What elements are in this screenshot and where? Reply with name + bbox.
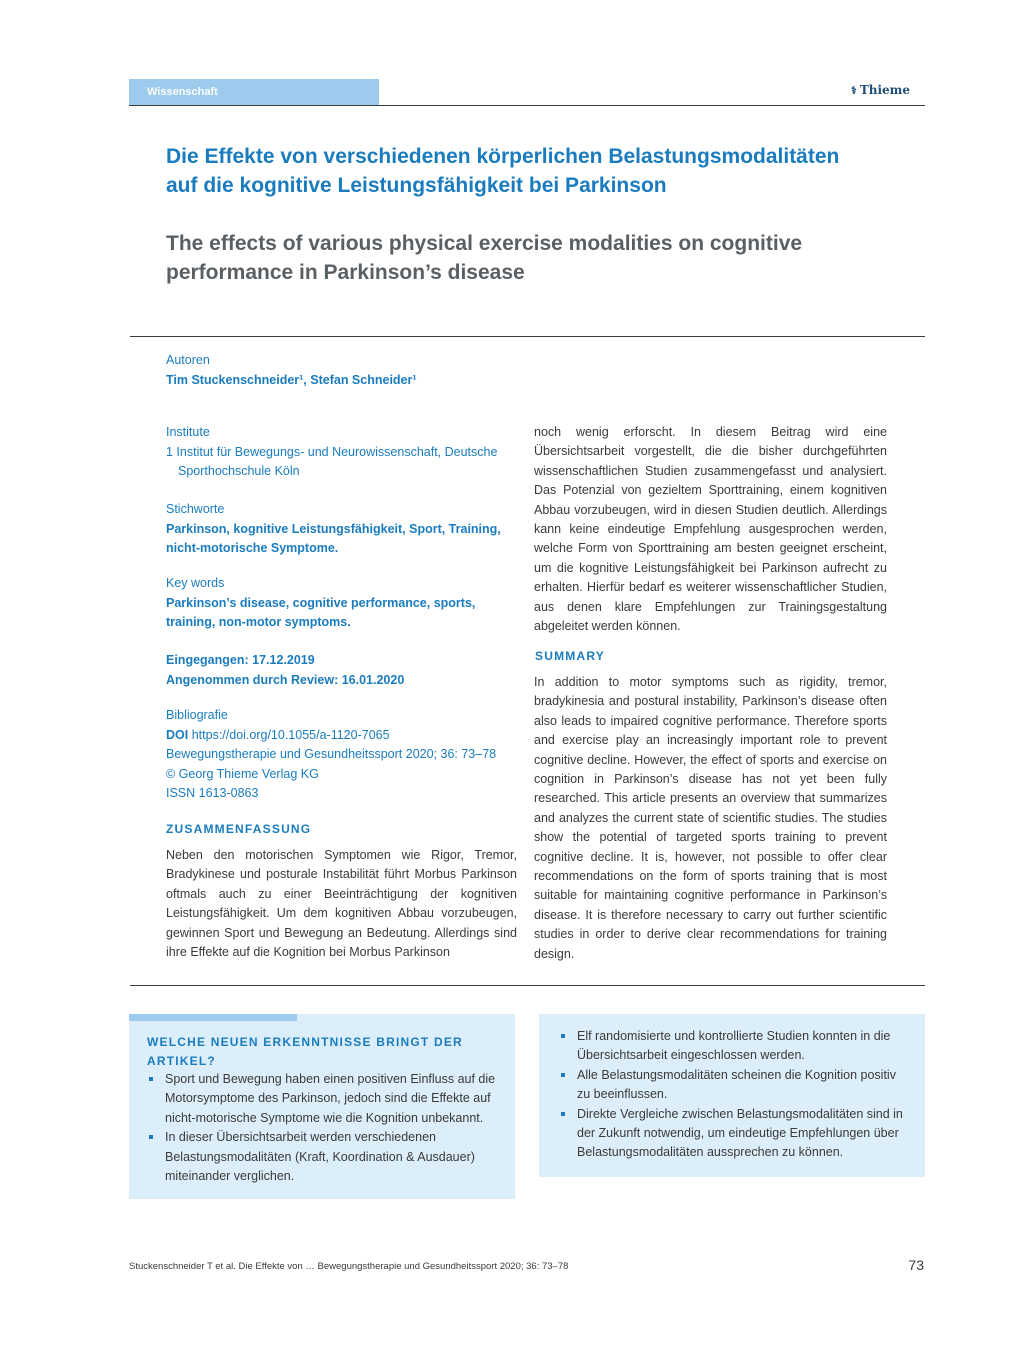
zusammenfassung-text: Neben den motorischen Symptomen wie Rigor, Tremor, Bradykinese und posturale Instabilität führt Morbus Parkinson oftmals auch zu einer Beeinträchtigung der kognitiven Leistungsfähigkeit. Um dem kognitiven Abbau vorzubeugen, gewinnen Sport und Bewegung an Bedeutung. Allerdings sind ihre Effekte auf die Kognition bei Morbus Parkinson [166,848,517,960]
publisher-logo [851,83,910,97]
copyright: © Georg Thieme Verlag KG [166,766,319,781]
stichworte-line-2: nicht-motorische Symptome. [166,541,339,555]
bullet-icon [149,1077,153,1081]
journal-reference: Bewegungstherapie und Gesundheitssport 2020; 36: 73–78 [166,747,497,761]
abstract-divider [130,985,925,986]
doi-label: DOI [166,727,189,742]
institute-block [166,423,516,482]
bibliography-label: Bibliografie [166,708,228,722]
key-findings-list-left [147,1070,497,1186]
key-findings-heading-line-2: ARTIKEL? [147,1054,216,1068]
zusammenfassung-heading: ZUSAMMENFASSUNG [166,822,312,836]
key-findings-box-left [129,1014,515,1199]
title-divider [130,336,925,337]
received-date: Eingegangen: 17.12.2019 [166,653,315,667]
stichworte-line-1: Parkinson, kognitive Leistungsfähigkeit, Sport, Training, [166,521,501,536]
list-item: Elf randomisierte und kontrollierte Studien konnten in die Übersichtsarbeit eingeschlossen werden. [559,1027,909,1066]
header-divider [129,105,925,106]
title-german-line-2: auf die kognitive Leistungsfähigkeit bei Parkinson [166,174,667,197]
thieme-logo-icon: ⚕ [850,83,857,97]
bullet-icon [149,1135,153,1139]
bullet-icon [561,1112,565,1116]
footer-citation: Stuckenschneider T et al. Die Effekte von … Bewegungstherapie und Gesundheitssport 2020; 36: 73–78 [129,1261,569,1272]
list-item: In dieser Übersichtsarbeit werden verschiedenen Belastungsmodalitäten (Kraft, Koordination & Ausdauer) miteinander verglichen. [147,1128,497,1186]
page-number: 73 [908,1257,924,1273]
accepted-date: Angenommen durch Review: 16.01.2020 [166,672,405,687]
authors-names: Tim Stuckenschneider¹, Stefan Schneider¹ [166,372,417,387]
key-findings-list-right [559,1027,909,1163]
stichworte-block [166,500,516,559]
title-english-line-2: performance in Parkinson’s disease [166,261,525,284]
zusammenfassung-continued: noch wenig erforscht. In diesem Beitrag wird eine Übersichtsarbeit vorgestellt, die die bisher durchgeführten wissenschaftlichen Studien zusammengefasst und analysiert. Das Potenzial von gezieltem Sporttraining, einem kognitiven Abbau vorzubeugen, wird in diesen Studien deutlich. Allerdings kann keine eindeutige Empfehlung ausgesprochen werden, welche Form von Sporttraining am besten geeignet erscheint, um die kognitive Leistungsfähigkeit bei Parkinson aufrecht zu erhalten. Hierfür bedarf es weiterer wissenschaftlicher Studien, aus denen klare Empfehlungen zur Trainingsgestaltung abgeleitet werden können. [534,425,887,634]
bibliography-block [166,706,516,804]
title-english [166,229,926,287]
keywords-block [166,574,516,633]
title-german-line-1: Die Effekte von verschiedenen körperlichen Belastungsmodalitäten [166,145,840,168]
institute-label: Institute [166,425,210,439]
issn: ISSN 1613-0863 [166,786,259,800]
key-findings-heading-line-1: WELCHE NEUEN ERKENNTNISSE BRINGT DER [147,1035,463,1049]
publisher-name: Thieme [859,83,910,97]
bullet-icon [561,1073,565,1077]
dates-block [166,651,516,690]
summary-text: In addition to motor symptoms such as rigidity, tremor, bradykinesia and postural instability, Parkinson’s disease often also leads to impaired cognitive performance. Therefore sports and exercise play an increasingly important role to prevent cognitive decline. However, the effect of sports and exercise on cognition in Parkinson’s disease has not yet been fully researched. This article presents an overview that summarizes and analyzes the current state of scientific studies. The studies show the potential of targeted sports training to prevent cognitive decline. It is, however, not possible to offer clear recommendations on the form of sports training that is most suitable for maintaining cognitive performance in Parkinson’s disease. It is therefore necessary to carry out further scientific studies in order to derive clear recommendations for training design. [534,675,887,961]
list-item: Direkte Vergleiche zwischen Belastungsmodalitäten sind in der Zukunft notwendig, um eindeutige Empfehlungen über Belastungsmodalitäten aussprechen zu können. [559,1105,909,1163]
institute-line-1: 1 Institut für Bewegungs- und Neurowissenschaft, Deutsche [166,444,498,459]
stichworte-label: Stichworte [166,502,225,516]
authors-label: Autoren [166,353,210,367]
bullet-icon [561,1034,565,1038]
section-label: Wissenschaft [129,79,379,105]
list-item: Alle Belastungsmodalitäten scheinen die Kognition positiv zu beeinflussen. [559,1066,909,1105]
keywords-line-2: training, non-motor symptoms. [166,615,351,629]
key-findings-heading [147,1033,463,1071]
list-item: Sport und Bewegung haben einen positiven Einfluss auf die Motorsymptome des Parkinson, jedoch sind die Effekte auf nicht-motorische Symptome wie die Kognition unbekannt. [147,1070,497,1128]
title-german [166,142,926,200]
key-findings-box-right [539,1014,925,1177]
authors-block [166,351,516,390]
box-accent-bar [129,1014,297,1021]
keywords-line-1: Parkinson’s disease, cognitive performance, sports, [166,595,476,610]
title-english-line-1: The effects of various physical exercise modalities on cognitive [166,232,803,255]
institute-line-2: Sporthochschule Köln [178,464,300,478]
summary-heading: SUMMARY [535,649,605,663]
keywords-label: Key words [166,576,225,590]
doi-link[interactable]: https://doi.org/10.1055/a-1120-7065 [191,727,390,742]
doi-line [166,726,516,746]
